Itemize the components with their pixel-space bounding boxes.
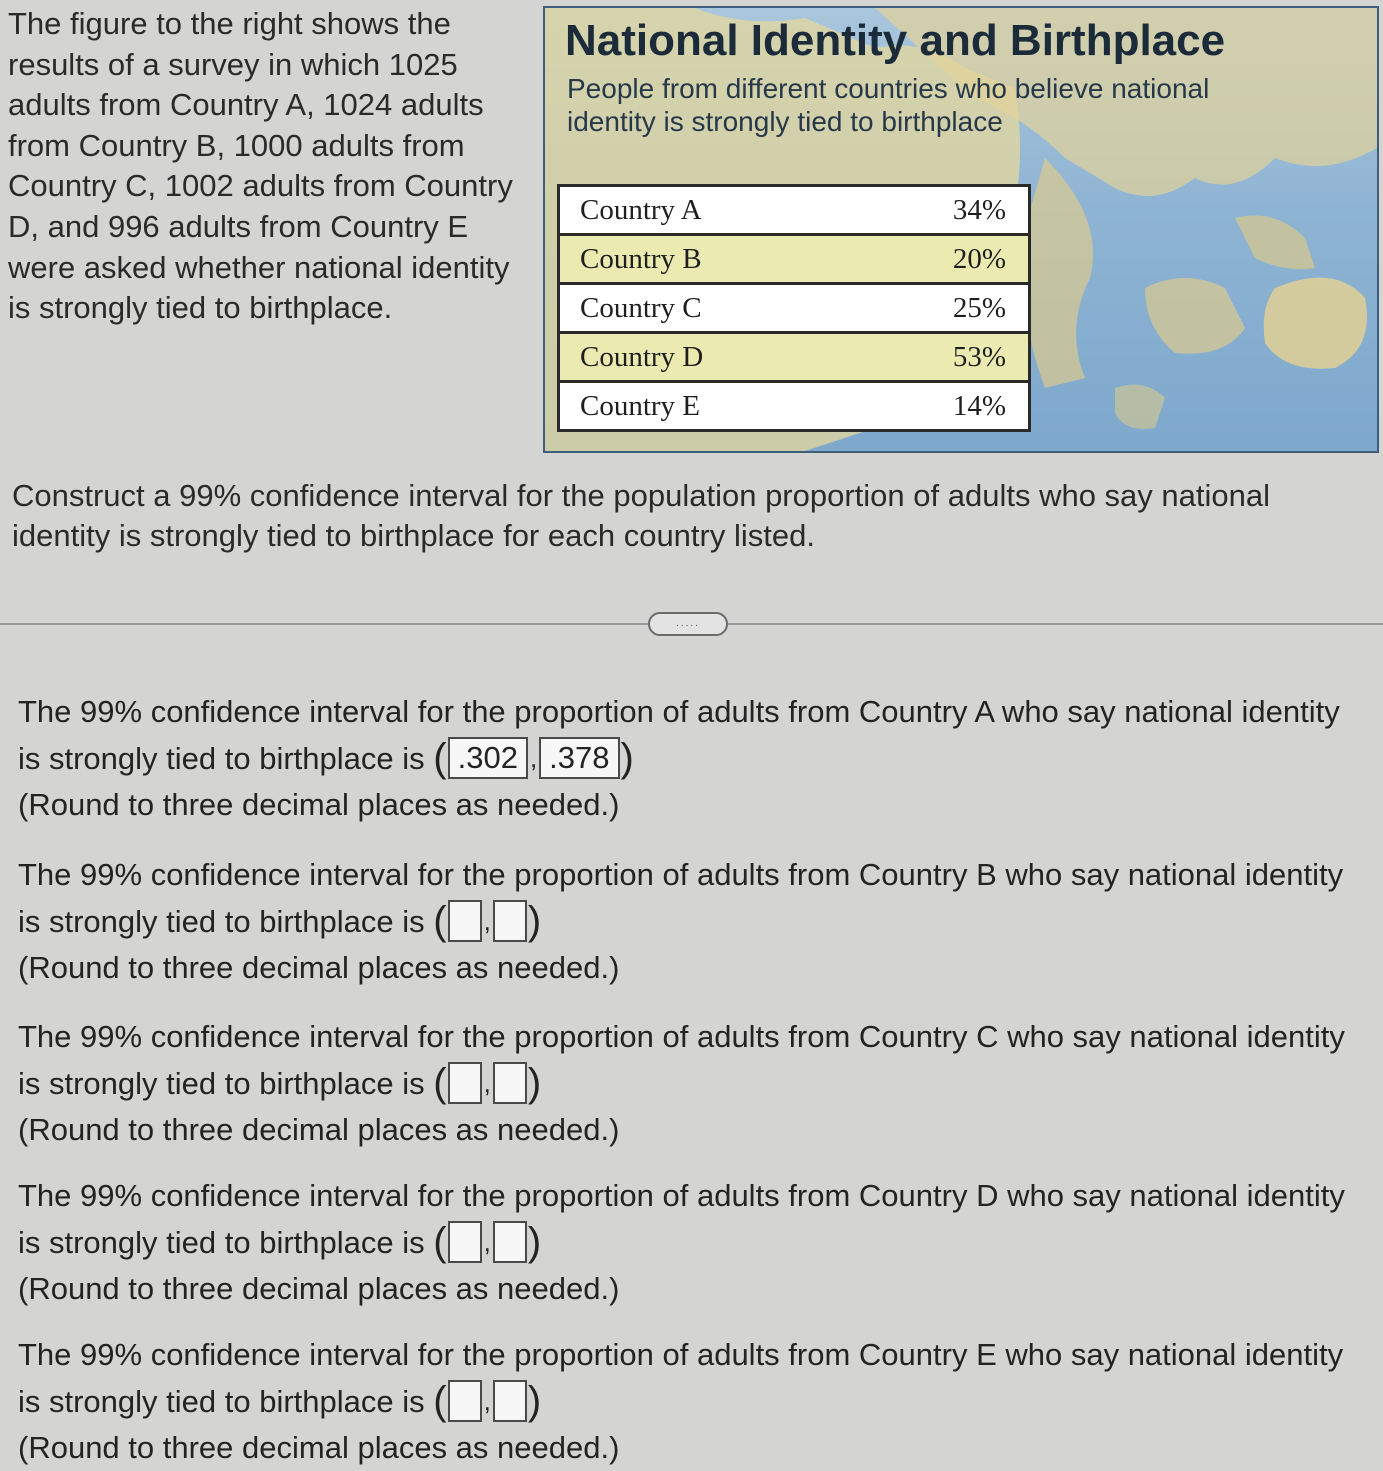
answer-row bbox=[18, 735, 1378, 784]
country-name: Country C bbox=[559, 284, 856, 333]
comma-separator: , bbox=[483, 1227, 491, 1258]
country-percent: 20% bbox=[855, 235, 1029, 284]
answer-block-d bbox=[18, 1172, 1378, 1310]
country-name: Country E bbox=[559, 382, 856, 431]
answer-block-e bbox=[18, 1331, 1378, 1469]
answer-prompt-end: is strongly tied to birthplace is bbox=[18, 1066, 425, 1101]
answer-block-b bbox=[18, 851, 1378, 989]
question-text: Construct a 99% confidence interval for the population proportion of adults who say national identity is strongly tied to birthplace for each country listed. bbox=[12, 478, 1270, 553]
comma-separator: , bbox=[483, 1386, 491, 1417]
table-row bbox=[559, 333, 1030, 382]
close-paren: ) bbox=[620, 736, 634, 781]
open-paren: ( bbox=[433, 1061, 447, 1106]
upper-bound-input[interactable] bbox=[493, 1380, 527, 1422]
lower-bound-input[interactable] bbox=[448, 1062, 482, 1104]
figure-subtitle: People from different countries who believe national identity is strongly tied to birthplace bbox=[567, 73, 1210, 137]
upper-bound-input[interactable] bbox=[493, 1062, 527, 1104]
answer-block-c bbox=[18, 1013, 1378, 1151]
answer-prompt-end: is strongly tied to birthplace is bbox=[18, 1225, 425, 1260]
upper-bound-input[interactable]: .378 bbox=[539, 737, 619, 779]
comma-separator: , bbox=[483, 906, 491, 937]
answer-block-a bbox=[18, 688, 1378, 826]
expand-more-button[interactable]: ..... bbox=[648, 612, 728, 636]
answer-row bbox=[18, 1378, 1378, 1427]
rounding-note: (Round to three decimal places as needed.) bbox=[18, 787, 620, 823]
survey-figure bbox=[543, 6, 1379, 453]
rounding-note: (Round to three decimal places as needed.) bbox=[18, 1112, 620, 1148]
open-paren: ( bbox=[433, 736, 447, 781]
country-percent: 14% bbox=[855, 382, 1029, 431]
table-row bbox=[559, 235, 1030, 284]
comma-separator: , bbox=[483, 1068, 491, 1099]
answer-row bbox=[18, 1060, 1378, 1109]
lower-bound-input[interactable]: .302 bbox=[448, 737, 528, 779]
rounding-note: (Round to three decimal places as needed.) bbox=[18, 1271, 620, 1307]
answer-prompt: The 99% confidence interval for the proportion of adults from Country C who say national identity bbox=[18, 1019, 1345, 1054]
upper-bound-input[interactable] bbox=[493, 900, 527, 942]
close-paren: ) bbox=[527, 1220, 542, 1265]
lower-bound-input[interactable] bbox=[448, 900, 482, 942]
upper-bound-input[interactable] bbox=[493, 1221, 527, 1263]
figure-title: National Identity and Birthplace bbox=[565, 16, 1226, 65]
close-paren: ) bbox=[527, 899, 542, 944]
close-paren: ) bbox=[527, 1379, 542, 1424]
answer-prompt: The 99% confidence interval for the proportion of adults from Country A who say national identity bbox=[18, 694, 1340, 729]
country-name: Country D bbox=[559, 333, 856, 382]
answer-prompt: The 99% confidence interval for the proportion of adults from Country E who say national identity bbox=[18, 1337, 1344, 1372]
table-row bbox=[559, 382, 1030, 431]
table-row bbox=[559, 186, 1030, 235]
table-row bbox=[559, 284, 1030, 333]
lower-bound-input[interactable] bbox=[448, 1380, 482, 1422]
answer-prompt: The 99% confidence interval for the proportion of adults from Country B who say national identity bbox=[18, 857, 1344, 892]
answer-prompt-end: is strongly tied to birthplace is bbox=[18, 904, 425, 939]
country-name: Country B bbox=[559, 235, 856, 284]
country-percent: 34% bbox=[952, 193, 1006, 226]
answer-prompt: The 99% confidence interval for the proportion of adults from Country D who say national identity bbox=[18, 1178, 1345, 1213]
answer-prompt-end: is strongly tied to birthplace is bbox=[18, 741, 425, 776]
intro-text: The figure to the right shows the results of a survey in which 1025 adults from Country A, 1024 adults from Country B, 1000 adults from Country C, 1002 adults from Country D, and 996 adults from Country E were asked whether national identity is strongly tied to birthplace. bbox=[8, 6, 513, 326]
close-paren: ) bbox=[527, 1061, 542, 1106]
country-name: Country A bbox=[580, 193, 702, 226]
open-paren: ( bbox=[433, 1220, 447, 1265]
country-percent: 53% bbox=[855, 333, 1029, 382]
lower-bound-input[interactable] bbox=[448, 1221, 482, 1263]
answer-row bbox=[18, 1219, 1378, 1268]
rounding-note: (Round to three decimal places as needed.) bbox=[18, 950, 620, 986]
open-paren: ( bbox=[433, 1379, 447, 1424]
rounding-note: (Round to three decimal places as needed.) bbox=[18, 1430, 620, 1466]
country-table bbox=[557, 184, 1031, 432]
answer-prompt-end: is strongly tied to birthplace is bbox=[18, 1384, 425, 1419]
open-paren: ( bbox=[433, 899, 447, 944]
country-percent: 25% bbox=[855, 284, 1029, 333]
comma-separator: , bbox=[529, 743, 538, 774]
answer-row bbox=[18, 898, 1378, 947]
